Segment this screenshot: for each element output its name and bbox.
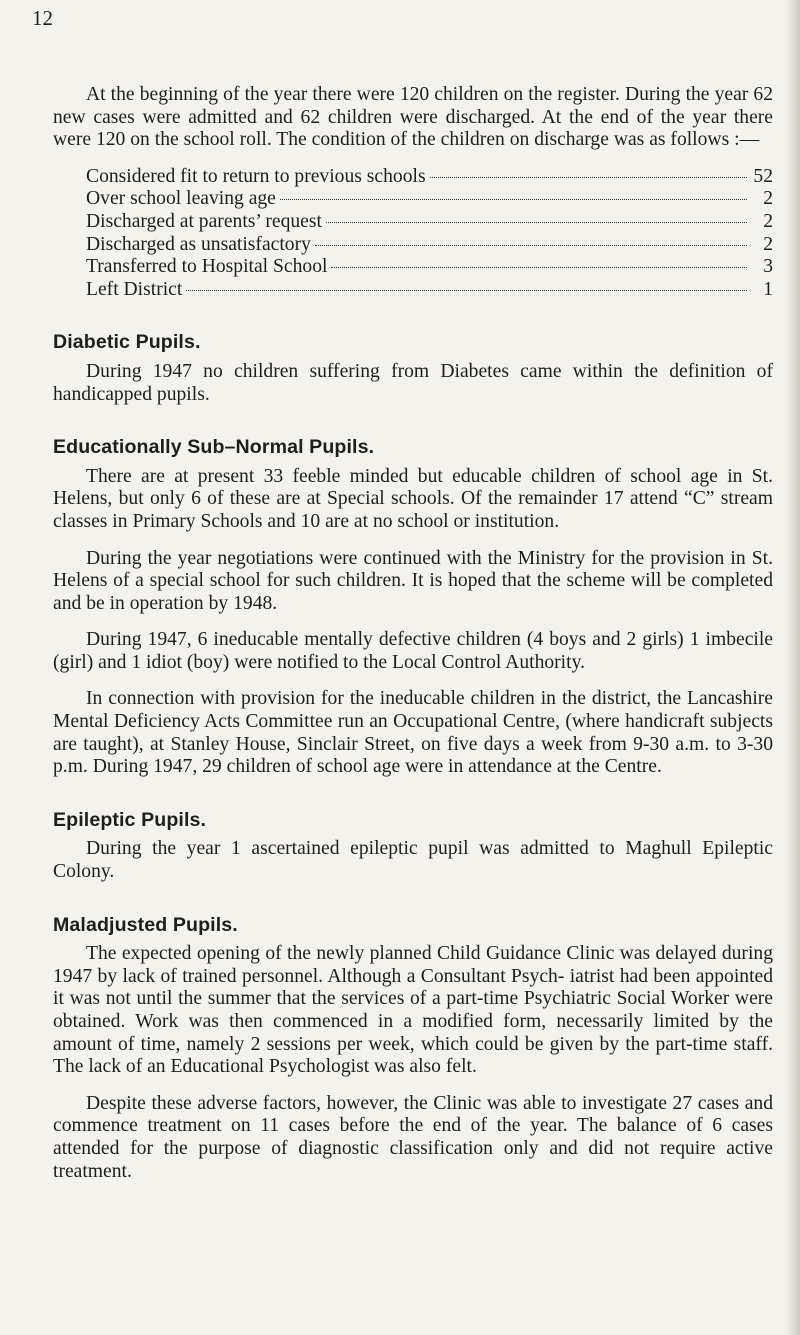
list-item-value: 3 (763, 256, 773, 278)
section-heading: Educationally Sub–Normal Pupils. (53, 436, 375, 459)
list-item-value: 2 (763, 233, 773, 255)
section-maladjusted-pupils (53, 914, 773, 1184)
list-item (86, 256, 773, 279)
list-item (86, 188, 773, 211)
leader-dots (315, 245, 747, 246)
section-paragraph: During the year 1 ascertained epileptic pupil was admitted to Maghull Epileptic Colony. (53, 838, 773, 883)
document-body (53, 84, 773, 1183)
list-item (86, 166, 773, 189)
list-item (86, 234, 773, 257)
list-item-label: Discharged at parents’ request (86, 210, 322, 232)
section-paragraph: The expected opening of the newly planned Child Guidance Clinic was delayed during 1947 by lack of trained personnel. Although a Consultant Psych- iatrist had been appointed it was not until the summer that the services of a part-time Psychiatric Social Worker were obtained. Work was then commenced in a modified form, necessarily limited by the amount of time, namely 2 sessions per week, which could be given by the part-time staff. The lack of an Educational Psychologist was also felt. (53, 943, 773, 1078)
section-paragraph: During 1947, 6 ineducable mentally defective children (4 boys and 2 girls) 1 imbecile (girl) and 1 idiot (boy) were notified to the Local Control Authority. (53, 629, 773, 673)
section-paragraph: Despite these adverse factors, however, the Clinic was able to investigate 27 cases and commence treatment on 11 cases before the end of the year. The balance of 6 cases attended for the purpose of diagnostic classification only and did not require active treatment. (53, 1092, 773, 1182)
list-item-value: 2 (763, 188, 773, 210)
section-paragraph: During the year negotiations were continued with the Ministry for the provision in St. Helens of a special school for such children. It is hoped that the scheme will be completed and be in operation by 1948. (53, 547, 773, 614)
leader-dots (280, 199, 747, 200)
page-number: 12 (32, 6, 53, 30)
intro-paragraph: At the beginning of the year there were 120 children on the register. During the year 62 new cases were admitted and 62 children were discharged. At the end of the year there were 120 on the school roll. The condition of the children on discharge was as follows :— (53, 84, 773, 151)
list-item-label: Over school leaving age (86, 188, 276, 210)
list-item (86, 211, 773, 234)
section-paragraph: There are at present 33 feeble minded but educable children of school age in St. Helens, but only 6 of these are at Special schools. Of the remainder 17 attend “C” stream classes in Primary Schools and 10 are at no school or institution. (53, 465, 773, 532)
leader-dots (430, 177, 747, 178)
leader-dots (326, 222, 747, 223)
section-paragraph: In connection with provision for the ineducable children in the district, the Lancashire Mental Deficiency Acts Committee run an Occupational Centre, (where handicraft subjects are taught), at Stanley House, Sinclair Street, on five days a week from 9-30 a.m. to 3-30 p.m. During 1947, 29 children of school age were in attendance at the Centre. (53, 688, 773, 778)
list-item-label: Considered fit to return to previous schools (86, 165, 426, 187)
list-item-value: 2 (763, 210, 773, 232)
section-paragraph: During 1947 no children suffering from Diabetes came within the definition of handicapped pupils. (53, 360, 773, 405)
section-educationally-subnormal-pupils (53, 436, 773, 779)
section-epileptic-pupils (53, 809, 773, 884)
section-heading: Maladjusted Pupils. (53, 913, 238, 936)
list-item-label: Discharged as unsatisfactory (86, 233, 311, 255)
discharge-list (86, 166, 773, 302)
list-item (86, 279, 773, 302)
leader-dots (331, 267, 747, 268)
section-heading: Diabetic Pupils. (53, 331, 201, 354)
list-item-label: Left District (86, 278, 183, 300)
page-edge-shadow (786, 0, 800, 1335)
section-heading: Epileptic Pupils. (53, 808, 207, 831)
list-item-label: Transferred to Hospital School (86, 256, 328, 278)
leader-dots (186, 290, 747, 291)
list-item-value: 1 (763, 278, 773, 300)
section-diabetic-pupils (53, 331, 773, 406)
list-item-value: 52 (753, 165, 773, 187)
